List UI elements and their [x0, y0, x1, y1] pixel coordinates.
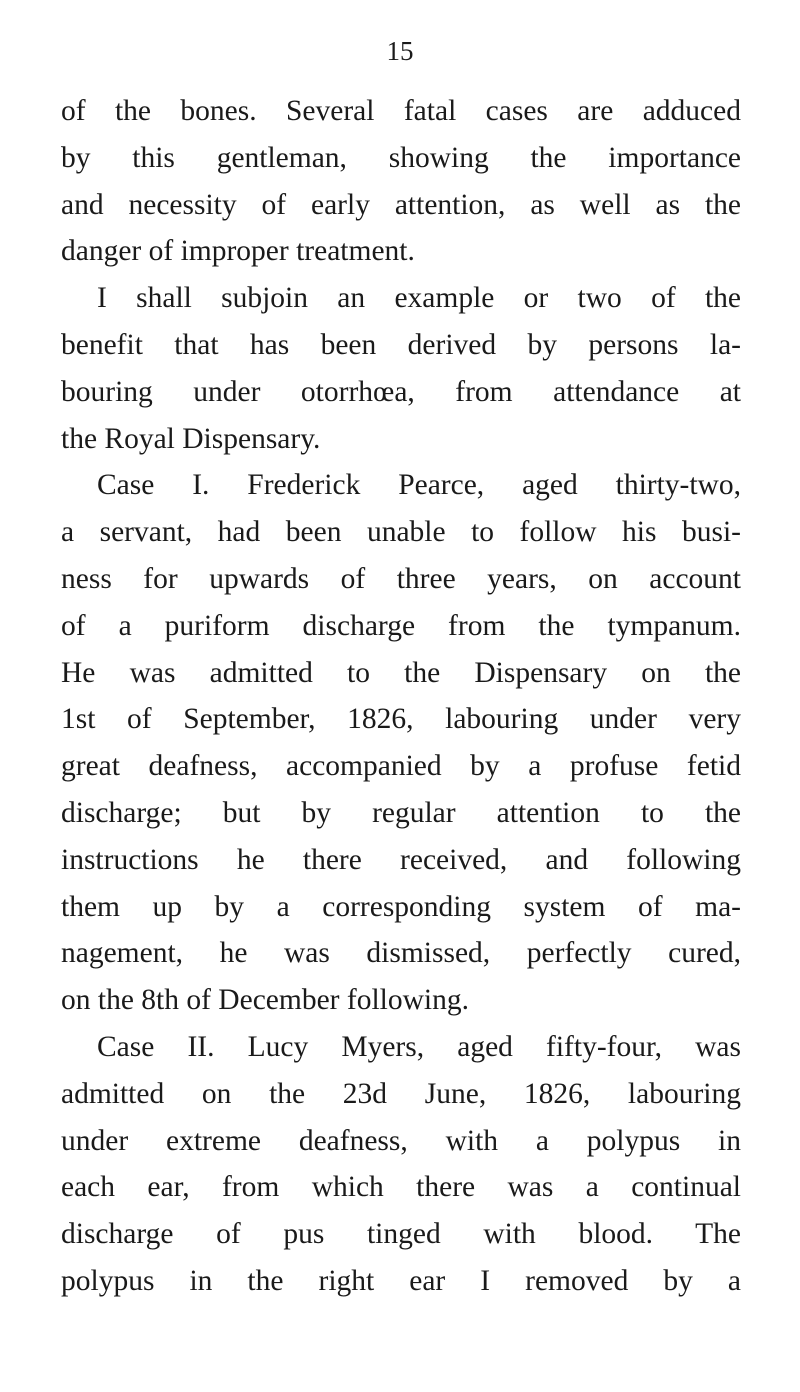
text-line: polypus in the right ear I removed by a: [61, 1264, 741, 1297]
text-line: the Royal Dispensary.: [61, 422, 321, 455]
text-line: by this gentleman, showing the importance: [61, 141, 741, 174]
text-line: ness for upwards of three years, on account: [61, 562, 741, 595]
text-line: discharge of pus tinged with blood. The: [61, 1218, 741, 1251]
text-line: great deafness, accompanied by a profuse fetid: [61, 750, 741, 783]
text-line: Case I. Frederick Pearce, aged thirty-two,: [97, 469, 741, 502]
text-line: of a puriform discharge from the tympanum.: [61, 609, 741, 642]
text-line: them up by a corresponding system of ma-: [61, 890, 741, 923]
text-line: 1st of September, 1826, labouring under very: [61, 703, 741, 736]
text-line: danger of improper treatment.: [61, 235, 415, 268]
text-line: each ear, from which there was a continual: [61, 1171, 741, 1204]
text-line: He was admitted to the Dispensary on the: [61, 656, 741, 689]
text-line: instructions he there received, and following: [61, 843, 741, 876]
text-line: admitted on the 23d June, 1826, labouring: [61, 1077, 741, 1110]
text-line: discharge; but by regular attention to the: [61, 796, 741, 829]
text-line: Case II. Lucy Myers, aged fifty-four, was: [97, 1030, 741, 1063]
body-text: [61, 88, 741, 1305]
text-line: I shall subjoin an example or two of the: [97, 282, 741, 315]
text-line: bouring under otorrhœa, from attendance at: [61, 375, 741, 408]
text-line: under extreme deafness, with a polypus in: [61, 1124, 741, 1157]
text-line: on the 8th of December following.: [61, 984, 469, 1017]
text-line: and necessity of early attention, as well as the: [61, 188, 741, 221]
text-line: a servant, had been unable to follow his busi-: [61, 516, 741, 549]
text-line: benefit that has been derived by persons la-: [61, 328, 741, 361]
text-line: of the bones. Several fatal cases are adduced: [61, 95, 741, 127]
page-number: 15: [386, 36, 414, 66]
text-line: nagement, he was dismissed, perfectly cured,: [61, 937, 741, 970]
